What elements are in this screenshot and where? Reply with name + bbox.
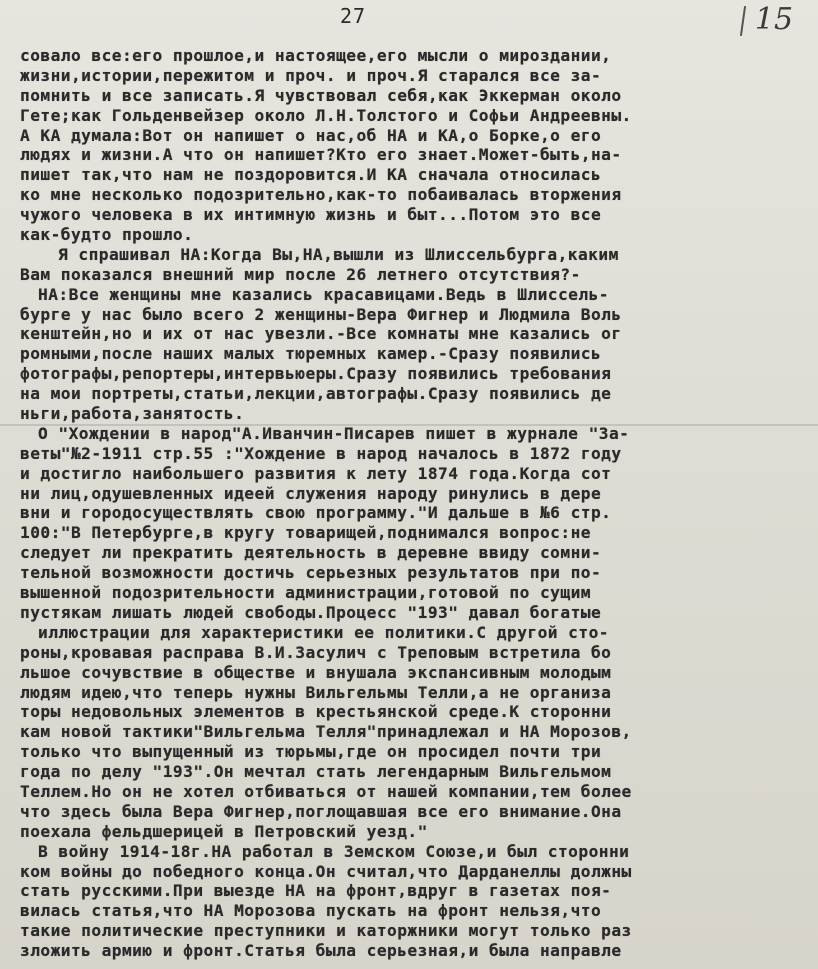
text-line: что здесь была Вера Фигнер,поглощавшая все его внимание.Она: [20, 801, 622, 821]
text-line: веты"№2-1911 стр.55 :"Хождение в народ началось в 1872 году: [20, 443, 622, 463]
text-line: вни и городосуществлять свою программу."И дальше в №6 стр.: [20, 503, 612, 523]
text-line: Я спрашивал НА:Когда Вы,НА,вышли из Шлиссельбурга,каким: [58, 244, 619, 264]
archive-folio-number: 15: [744, 2, 804, 40]
text-line: вышенной подозрительности администрации,готовой по сущим: [20, 583, 591, 603]
text-line: пишет так,что нам не поздоровится.И КА сначала относилась: [20, 165, 602, 185]
text-line: торы недовольных элементов в крестьянской среде.К сторонни: [20, 702, 612, 722]
text-line: НА:Все женщины мне казались красавицами.Ведь в Шлиссель-: [38, 284, 609, 304]
text-line: фотографы,репортеры,интервьюеры.Сразу появились требования: [20, 364, 612, 384]
text-line: кам новой тактики"Вильгельма Телля"принадлежал и НА Морозов,: [20, 722, 632, 742]
text-line: вилась статья,что НА Морозова пускать на фронт нельзя,что: [20, 901, 602, 921]
text-line: иллюстрации для характеристики ее политики.С другой сто-: [38, 622, 609, 642]
text-line: как-будто прошло.: [20, 225, 194, 245]
text-line: людях и жизни.А что он напишет?Кто его знает.Может-быть,на-: [20, 145, 622, 165]
page-number: 27: [340, 4, 367, 28]
text-line: роны,кровавая расправа В.И.Засулич с Треповым встретила бо: [20, 642, 612, 662]
text-line: ни лиц,одушевленных идеей служения народу ринулись в дере: [20, 483, 602, 503]
text-line: жизни,истории,пережитом и проч. и проч.Я старался все за-: [20, 65, 602, 85]
typewritten-text-body: [20, 46, 814, 961]
text-line: льшое сочувствие в обществе и внушала экспансивным молодым: [20, 662, 612, 682]
text-line: ком войны до победного конца.Он считал,что Дарданеллы должны: [20, 861, 632, 881]
text-line: людям идею,что теперь нужны Вильгельмы Телли,а не организа: [20, 682, 612, 702]
text-line: года по делу "193".Он мечтал стать легендарным Вильгельмом: [20, 762, 612, 782]
text-line: зложить армию и фронт.Статья была серьезная,и была направле: [20, 941, 622, 961]
text-line: такие политические преступники и каторжники могут только раз: [20, 921, 632, 941]
text-line: В войну 1914-18г.НА работал в Земском Союзе,и был сторонни: [38, 841, 630, 861]
text-line: поехала фельдшерицей в Петровский уезд.": [20, 821, 428, 841]
text-line: кенштейн,но и их от нас увезли.-Все комнаты мне казались ог: [20, 324, 622, 344]
text-line: и достигло наибольшего развития к лету 1874 года.Когда сот: [20, 463, 612, 483]
text-line: ромными,после наших малых тюремных камер.-Сразу появились: [20, 344, 602, 364]
text-line: А КА думала:Вот он напишет о нас,об НА и КА,о Борке,о его: [20, 125, 602, 145]
text-line: бурге у нас было всего 2 женщины-Вера Фигнер и Людмила Воль: [20, 304, 622, 324]
text-line: пустякам лишать людей свободы.Процесс "193" давал богатые: [20, 602, 602, 622]
text-line: стать русскими.При выезде НА на фронт,вдруг в газетах поя-: [20, 881, 612, 901]
text-line: на мои портреты,статьи,лекции,автографы.Сразу появились де: [20, 384, 612, 404]
text-line: О "Хождении в народ"А.Иванчин-Писарев пишет в журнале "За-: [38, 423, 630, 443]
text-line: следует ли прекратить деятельность в деревне ввиду сомни-: [20, 543, 602, 563]
text-line: ньги,работа,занятость.: [20, 404, 245, 424]
text-line: ко мне несколько подозрительно,как-то побаивалась вторжения: [20, 185, 622, 205]
text-line: тельной возможности достичь серьезных результатов при по-: [20, 563, 602, 583]
text-line: чужого человека в их интимную жизнь и быт...Потом это все: [20, 205, 602, 225]
text-line: совало все:его прошлое,и настоящее,его мысли о мироздании,: [20, 46, 612, 65]
text-line: 100:"В Петербурге,в кругу товарищей,поднимался вопрос:не: [20, 523, 591, 543]
text-line: только что выпущенный из тюрьмы,где он просидел почти три: [20, 742, 602, 762]
text-line: Теллем.Но он не хотел отбиваться от нашей компании,тем более: [20, 781, 632, 801]
text-line: Гете;как Гольденвейзер около Л.Н.Толстого и Софьи Андреевны.: [20, 105, 632, 125]
text-line: помнить и все записать.Я чувствовал себя,как Эккерман около: [20, 85, 622, 105]
text-line: Вам показался внешний мир после 26 летнего отсутствия?-: [20, 264, 581, 284]
